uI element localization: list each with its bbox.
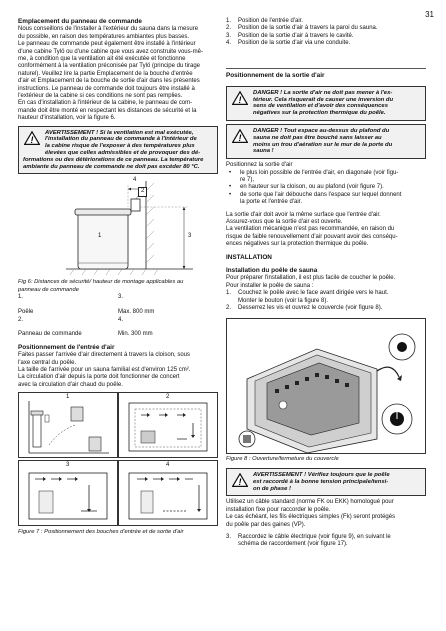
warning-line: élevées que celles admissibles et de provoquer des dé- <box>45 150 201 157</box>
warning-line: est raccordé à la bonne tension principale/tensi- <box>253 478 389 485</box>
right-column <box>226 18 426 549</box>
figure-7-panel-2 <box>118 392 218 458</box>
warning-triangle-icon <box>24 131 40 145</box>
air-inlet-paragraph <box>18 352 218 389</box>
list-item: 1. Couchez le poêle avec le face avant dirigée vers le haut. Monter le bouton (voir la figure 8). <box>226 290 389 304</box>
air-outlet-heading: Positionnement de la sortie d'air <box>226 72 325 80</box>
figure-7-caption: Figure 7 : Positionnement des bouches d'entrée et de sortie d'air <box>18 529 184 536</box>
danger-box-outlet <box>226 86 426 121</box>
text-line: La sortie d'air doit avoir la même surface que l'entrée d'air. <box>226 211 381 218</box>
danger-line: DANGER ! La sortie d'air ne doit pas mener à l'ex- <box>253 89 393 96</box>
text-line: hauteur d'installation, voir la figure 6. <box>18 115 116 122</box>
installation-heading: INSTALLATION <box>226 253 272 261</box>
danger-line: sens de ventilation et d'avoir des conséquences <box>253 103 388 110</box>
warning-line: AVERTISSEMENT ! Vérifiez toujours que le poêle <box>253 471 390 478</box>
text-line: conformément à la ventilation préconisée par Tylö (principe du tirage <box>18 63 200 70</box>
list-item: • le plus loin possible de l'entrée d'air, en diagonale (voir figu- re 7), <box>226 170 426 185</box>
text-line: Pour préparer l'installation, il est plus facile de coucher le poêle. <box>226 275 396 282</box>
text-line: En cas d'installation à l'intérieur de la cabine, le panneau de com- <box>18 100 193 107</box>
left-column <box>18 18 218 537</box>
warning-line: formations ou des détériorations de ce panneau. La température <box>23 156 204 163</box>
warning-triangle-icon <box>232 129 248 143</box>
air-outlet-paragraph <box>226 212 426 249</box>
warning-triangle-icon <box>232 473 248 487</box>
outlet-bullet-list <box>226 170 426 207</box>
text-line: d'une cabine Tylö ou d'une cabine que vous avez construite vous-mê- <box>18 48 203 55</box>
svg-text:!: ! <box>30 134 34 145</box>
text-line: Assurez-vous que la sortie d'air est ouverte. <box>226 219 343 226</box>
legend-item: 1. Poêle <box>18 294 34 316</box>
cable-paragraph <box>226 499 426 529</box>
danger-line: sauna ! <box>253 148 274 155</box>
figure-6-legend <box>18 294 218 338</box>
text-line: mande doit être monté en respectant les distances de sécurité et la <box>18 107 197 114</box>
caption-line: panneau de commande <box>18 286 79 293</box>
figure-7-panel-4 <box>118 460 218 526</box>
control-panel-paragraph <box>18 26 218 122</box>
figure-7-panel-1 <box>18 392 118 458</box>
figure-8-caption: Figure 8 : Ouverture/fermeture du couvercle <box>226 455 339 462</box>
legend-item: 3. Max. 800 mm <box>118 294 155 316</box>
text-line: Nous conseillons de l'installer à l'extérieur du sauna dans la mesure <box>18 26 199 33</box>
legend-item: 2. Panneau de commande <box>18 316 82 338</box>
warning-line: on de phase ! <box>253 485 291 492</box>
figure-6-caption <box>18 279 218 294</box>
figure-6-label-1: 1 <box>98 233 102 240</box>
install-steps-list <box>226 290 426 312</box>
text-line: La taille de l'arrivée pour un sauna familial est d'environ 125 cm². <box>18 366 191 373</box>
control-panel-heading: Emplacement du panneau de commande <box>18 18 142 25</box>
text-line: avec la circulation d'air chaud du poêle. <box>18 381 123 388</box>
text-line: Pour installer le poêle de sauna : <box>226 282 314 289</box>
text-line: La ventilation mécanique n'est pas recommandée, en raison du <box>226 226 395 233</box>
text-line: naturel). Veuillez lire la partie Emplacement de la bouche d'entrée <box>18 70 193 77</box>
text-line: Le panneau de commande peut également être installé à l'intérieur <box>18 41 196 48</box>
legend-item: 4. Min. 300 mm <box>118 316 153 338</box>
list-item: 3. Position de la sortie d'air à travers le cavité. <box>226 32 354 39</box>
warning-box-voltage <box>226 468 426 496</box>
danger-line: moins un trou d'aération sur le mur de la porte du <box>253 141 393 148</box>
figure-6-label-2: 2 <box>138 187 147 196</box>
text-line: installation fixe pour raccorder le poêle. <box>226 506 331 513</box>
install-step-3 <box>226 534 426 549</box>
svg-text:!: ! <box>238 94 242 105</box>
caption-line: Fig 6: Distances de sécurité/ hauteur de montage applicables au <box>18 279 184 286</box>
text-line: du possible, en raison des températures ambiantes plus basses. <box>18 33 190 40</box>
figure-7-diagram <box>18 392 220 526</box>
page-number: 31 <box>425 10 434 19</box>
figure-7-legend-list <box>226 18 426 48</box>
figure-6-diagram <box>18 177 218 277</box>
svg-text:!: ! <box>238 133 242 144</box>
warning-triangle-icon <box>232 91 248 105</box>
list-item: 4. Position de la sortie d'air via une conduite. <box>226 40 351 47</box>
text-line: instructions. Le panneau de commande doit toujours être installé à <box>18 85 195 92</box>
svg-text:!: ! <box>238 476 242 487</box>
figure-6-label-4: 4 <box>133 177 137 184</box>
danger-box-ceiling <box>226 124 426 159</box>
warning-box-control-panel <box>18 126 218 175</box>
text-line: me, à condition que la ventilation ait été exécutée et fonctionne <box>18 56 186 63</box>
install-stove-heading: Installation du poêle de sauna <box>226 267 318 275</box>
outlet-intro: Positionnez la sortie d'air <box>226 162 293 169</box>
section-divider <box>226 68 426 69</box>
list-item: 2. Position de la sortie d'air à travers la paroi du sauna. <box>226 25 378 32</box>
list-item: 1. Position de l'entrée d'air. <box>226 18 303 24</box>
danger-line: DANGER ! Tout espace au-dessus du plafond du <box>253 128 390 135</box>
list-item: 3. Raccordez le câble électrique (voir figure 9), en suivant le schéma de raccordement (voir figure 17). <box>226 533 391 548</box>
danger-line: térieur. Cela risquerait de causer une inversion du <box>253 96 394 103</box>
danger-line: sauna ne doit pas être bouché sans laisser au <box>253 134 382 141</box>
figure-6-label-3: 3 <box>188 233 192 240</box>
warning-line: la cabine risque de l'exposer à des températures plus <box>45 143 195 150</box>
list-item: 2. Desserrez les vis et ouvrez le couvercle (voir figure 8). <box>226 305 383 312</box>
text-line: Le cas échéant, les fils électriques simples (Fk) seront protégés <box>226 514 396 521</box>
list-item: • de sorte que l'air débouche dans l'espace sur lequel donnent la porte et l'entrée d'air. <box>226 192 426 207</box>
figure-8-illustration <box>226 318 426 454</box>
text-line: Faites passer l'arrivée d'air directement à travers la cloison, sous <box>18 352 191 359</box>
text-line: du poêle par des gaines (VP). <box>226 521 306 528</box>
panel-number: 3 <box>66 462 70 469</box>
text-line: Utilisez un câble standard (norme FK ou EKK) homologué pour <box>226 499 394 506</box>
panel-number: 1 <box>66 394 70 401</box>
panel-number: 2 <box>166 394 170 401</box>
text-line: risque de faible renouvellement d'air pouvant avoir des conséqu- <box>226 233 398 240</box>
figure-7-panel-3 <box>18 460 118 526</box>
text-line: ences négatives sur la protection thermique du poêle. <box>226 241 369 248</box>
panel-number: 4 <box>166 462 170 469</box>
list-item: • en hauteur sur la cloison, ou au plafond (voir figure 7). <box>226 184 426 191</box>
air-inlet-heading: Positionnement de l'entrée d'air <box>18 343 115 351</box>
text-line: La circulation d'air depuis la porte doit fonctionner de concert <box>18 374 180 381</box>
text-line: l'axe central du poêle. <box>18 359 77 366</box>
warning-line: l'installation du panneau de commande à l'intérieur de <box>45 136 197 143</box>
text-line: d'air et Emplacement de la bouche de sortie d'air dans les présentes <box>18 78 200 85</box>
danger-line: négatives sur la protection thermique du poêle. <box>253 110 386 117</box>
warning-line: AVERTISSEMENT ! Si la ventilation est mal exécutée, <box>45 129 194 136</box>
warning-line: ambiante du panneau de commande ne doit pas excéder 80 °C. <box>23 163 200 170</box>
text-line: l'extérieur de la cabine si ces conditions ne sont pas remplies. <box>18 93 183 100</box>
